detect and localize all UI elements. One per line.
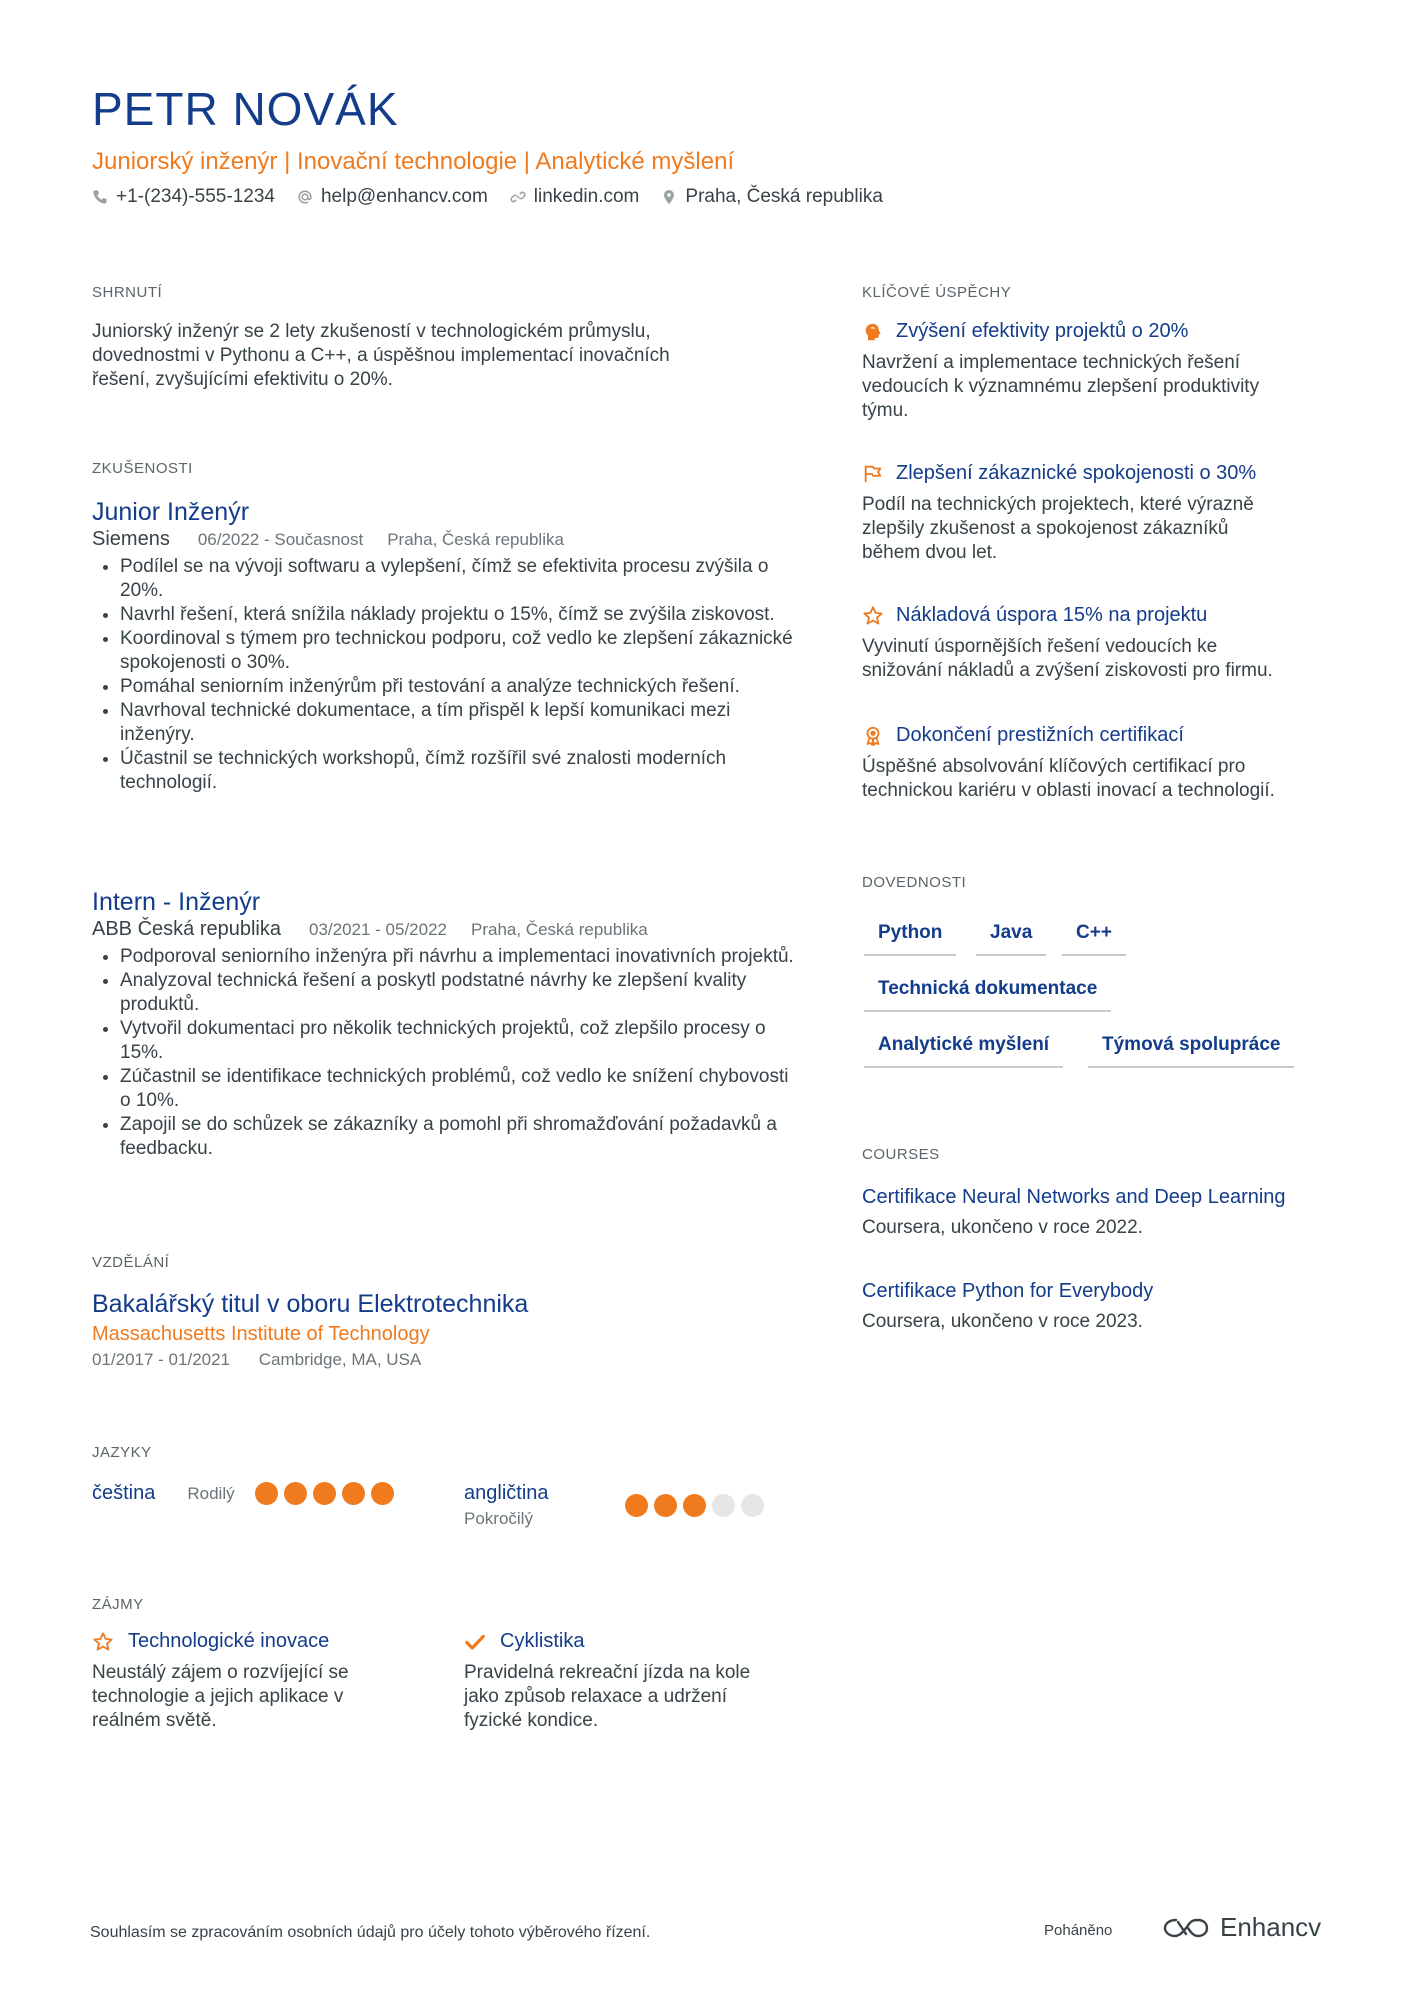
achievement-line: týmu. bbox=[862, 400, 909, 421]
achievement-title: Zvýšení efektivity projektů o 20% bbox=[896, 320, 1189, 342]
achievement-title: Dokončení prestižních certifikací bbox=[896, 724, 1184, 746]
location-pin-icon bbox=[661, 189, 677, 205]
edu-school: Massachusetts Institute of Technology bbox=[92, 1323, 430, 1345]
bullet-item: • Podporoval seniorního inženýra při návrhu a implementaci inovativních projektů. bbox=[120, 945, 800, 969]
summary-text bbox=[92, 320, 772, 392]
bullet-item: • Vytvořil dokumentaci pro několik technických projektů, což zlepšilo procesy o 15%. bbox=[120, 1017, 800, 1065]
skills-heading: DOVEDNOSTI bbox=[862, 874, 967, 891]
achievement-desc bbox=[862, 635, 1322, 683]
course-item bbox=[862, 1186, 1342, 1239]
job-dates: 03/2021 - 05/2022 bbox=[308, 920, 447, 939]
bullet-item: • Zúčastnil se identifikace technických problémů, což vedlo ke snížení chybovosti o 10%. bbox=[120, 1065, 800, 1113]
summary-line: řešení, zvyšujícími efektivitu o 20%. bbox=[92, 369, 393, 390]
headline: Juniorský inženýr | Inovační technologie | Analytické myšlení bbox=[92, 148, 735, 175]
achievement-line: zlepšily zkušenost a spokojenost zákazníků bbox=[862, 518, 1229, 539]
job-location: Praha, Česká republika bbox=[471, 920, 648, 939]
achievement-line: technickou kariéru v oblasti inovací a technologií. bbox=[862, 780, 1275, 801]
interest-line: jako způsob relaxace a udržení bbox=[464, 1686, 727, 1707]
course-item bbox=[862, 1280, 1342, 1333]
job-meta bbox=[92, 528, 792, 551]
job-bullets bbox=[92, 945, 800, 1161]
job-location: Praha, Česká republika bbox=[387, 530, 564, 549]
interest-desc bbox=[92, 1661, 422, 1733]
job-company: Siemens bbox=[92, 528, 170, 550]
enhancv-logo-icon bbox=[1162, 1913, 1212, 1943]
job-dates: 06/2022 - Současnost bbox=[197, 530, 364, 549]
achievement-title: Nákladová úspora 15% na projektu bbox=[896, 604, 1208, 626]
interest-title: Cyklistika bbox=[500, 1630, 585, 1652]
link-icon bbox=[510, 189, 526, 205]
languages-heading: JAZYKY bbox=[92, 1444, 152, 1461]
language-rating bbox=[625, 1494, 770, 1517]
email-text[interactable]: help@enhancv.com bbox=[320, 186, 488, 207]
achievement-item bbox=[862, 604, 1322, 683]
powered-by-text: Poháněno bbox=[1044, 1922, 1113, 1939]
course-sub: Coursera, ukončeno v roce 2023. bbox=[862, 1311, 1143, 1332]
location-text: Praha, Česká republika bbox=[685, 186, 883, 207]
experience-heading: ZKUŠENOSTI bbox=[92, 460, 193, 477]
language-item bbox=[92, 1482, 400, 1505]
achievement-desc bbox=[862, 755, 1322, 803]
course-title: Certifikace Neural Networks and Deep Learning bbox=[862, 1186, 1286, 1208]
rating-dot-filled bbox=[313, 1482, 336, 1505]
job-title: Junior Inženýr bbox=[92, 498, 250, 526]
rating-dot-filled bbox=[683, 1494, 706, 1517]
rating-dot-filled bbox=[255, 1482, 278, 1505]
skill-tag: Python bbox=[864, 922, 956, 956]
star-icon bbox=[862, 605, 884, 627]
summary-line: Juniorský inženýr se 2 lety zkušeností v technologickém průmyslu, bbox=[92, 321, 651, 342]
rating-dot-empty bbox=[741, 1494, 764, 1517]
edu-location: Cambridge, MA, USA bbox=[258, 1350, 422, 1369]
rating-dot-filled bbox=[654, 1494, 677, 1517]
edu-meta bbox=[92, 1350, 528, 1370]
phone-text: +1-(234)-555-1234 bbox=[116, 186, 275, 207]
skill-tag: Java bbox=[976, 922, 1046, 956]
language-level: Pokročilý bbox=[464, 1509, 533, 1528]
experience-entry bbox=[92, 886, 792, 1161]
summary-line: dovednostmi v Pythonu a C++, a úspěšnou implementací inovačních bbox=[92, 345, 670, 366]
contact-email[interactable] bbox=[297, 186, 488, 208]
achievement-line: Vyvinutí úspornějších řešení vedoucích ke bbox=[862, 636, 1218, 657]
rating-dot-filled bbox=[371, 1482, 394, 1505]
enhancv-logo[interactable] bbox=[1162, 1912, 1321, 1943]
skill-tag: C++ bbox=[1062, 922, 1126, 956]
at-icon bbox=[297, 189, 313, 205]
flag-icon bbox=[862, 463, 884, 485]
language-name: angličtina bbox=[464, 1482, 549, 1504]
contact-location bbox=[661, 186, 883, 208]
bullet-item: • Koordinoval s týmem pro technickou podporu, což vedlo ke zlepšení zákaznické spokojenosti o 30%. bbox=[120, 627, 810, 675]
interests-heading: ZÁJMY bbox=[92, 1596, 144, 1613]
consent-text: Souhlasím se zpracováním osobních údajů pro účely tohoto výběrového řízení. bbox=[90, 1924, 651, 1941]
phone-icon bbox=[92, 189, 108, 205]
edu-degree: Bakalářský titul v oboru Elektrotechnika bbox=[92, 1290, 529, 1318]
job-company: ABB Česká republika bbox=[92, 918, 281, 940]
achievement-line: vedoucích k významnému zlepšení produktivity bbox=[862, 376, 1260, 397]
candidate-name: PETR NOVÁK bbox=[92, 83, 399, 135]
language-rating bbox=[255, 1482, 400, 1505]
skill-tag: Technická dokumentace bbox=[864, 978, 1111, 1012]
achievement-item bbox=[862, 320, 1322, 423]
language-name: čeština bbox=[92, 1482, 156, 1504]
interest-line: reálném světě. bbox=[92, 1710, 217, 1731]
contact-phone bbox=[92, 186, 275, 208]
award-icon bbox=[862, 725, 884, 747]
star-icon bbox=[92, 1631, 114, 1653]
bullet-item: • Navrhoval technické dokumentace, a tím přispěl k lepší komunikaci mezi inženýry. bbox=[120, 699, 810, 747]
interest-line: technologie a jejich aplikace v bbox=[92, 1686, 344, 1707]
language-level: Rodilý bbox=[187, 1483, 235, 1503]
skill-tag: Týmová spolupráce bbox=[1088, 1034, 1294, 1068]
achievement-line: Navržení a implementace technických řešení bbox=[862, 352, 1241, 373]
experience-entry bbox=[92, 496, 792, 795]
achievement-item bbox=[862, 724, 1322, 803]
achievements-heading: KLÍČOVÉ ÚSPĚCHY bbox=[862, 284, 1012, 301]
job-meta bbox=[92, 918, 792, 941]
achievement-item bbox=[862, 462, 1322, 565]
rating-dot-filled bbox=[284, 1482, 307, 1505]
rating-dot-empty bbox=[712, 1494, 735, 1517]
bullet-item: • Analyzoval technická řešení a poskytl podstatné návrhy ke zlepšení kvality produktů. bbox=[120, 969, 800, 1017]
linkedin-text[interactable]: linkedin.com bbox=[533, 186, 640, 207]
check-icon bbox=[464, 1631, 486, 1653]
interest-desc bbox=[464, 1661, 794, 1733]
rating-dot-filled bbox=[342, 1482, 365, 1505]
achievement-line: během dvou let. bbox=[862, 542, 998, 563]
skill-tag: Analytické myšlení bbox=[864, 1034, 1063, 1068]
bullet-item: • Pomáhal seniorním inženýrům při testování a analýze technických řešení. bbox=[120, 675, 810, 699]
course-title: Certifikace Python for Everybody bbox=[862, 1280, 1154, 1302]
bullet-item: • Podílel se na vývoji softwaru a vylepšení, čímž se efektivita procesu zvýšila o 20%. bbox=[120, 555, 810, 603]
courses-heading: COURSES bbox=[862, 1146, 940, 1163]
bullet-item: • Účastnil se technických workshopů, čímž rozšířil své znalosti moderních technologií. bbox=[120, 747, 810, 795]
contact-linkedin[interactable] bbox=[510, 186, 640, 208]
summary-heading: SHRNUTÍ bbox=[92, 284, 163, 301]
interest-line: Pravidelná rekreační jízda na kole bbox=[464, 1662, 751, 1683]
interest-item bbox=[464, 1630, 794, 1733]
interest-item bbox=[92, 1630, 422, 1733]
brain-icon bbox=[862, 321, 884, 343]
achievement-desc bbox=[862, 493, 1322, 565]
course-sub: Coursera, ukončeno v roce 2022. bbox=[862, 1217, 1143, 1238]
education-heading: VZDĚLÁNÍ bbox=[92, 1254, 170, 1271]
achievement-line: Podíl na technických projektech, které výrazně bbox=[862, 494, 1254, 515]
achievement-desc bbox=[862, 351, 1322, 423]
contact-bar bbox=[92, 186, 905, 208]
achievement-line: Úspěšné absolvování klíčových certifikací pro bbox=[862, 756, 1246, 777]
interest-title: Technologické inovace bbox=[128, 1630, 330, 1652]
job-bullets bbox=[92, 555, 810, 795]
rating-dot-filled bbox=[625, 1494, 648, 1517]
achievement-title: Zlepšení zákaznické spokojenosti o 30% bbox=[896, 462, 1257, 484]
interest-line: Neustálý zájem o rozvíjející se bbox=[92, 1662, 349, 1683]
bullet-item: • Navrhl řešení, která snížila náklady projektu o 15%, čímž se zvýšila ziskovost. bbox=[120, 603, 810, 627]
bullet-item: • Zapojil se do schůzek se zákazníky a pomohl při shromažďování požadavků a feedbacku. bbox=[120, 1113, 800, 1161]
enhancv-brand: Enhancv bbox=[1220, 1912, 1322, 1942]
job-title: Intern - Inženýr bbox=[92, 888, 261, 916]
interest-line: fyzické kondice. bbox=[464, 1710, 599, 1731]
education-entry bbox=[92, 1290, 528, 1370]
language-item bbox=[464, 1482, 770, 1529]
edu-dates: 01/2017 - 01/2021 bbox=[92, 1350, 231, 1369]
achievement-line: snižování nákladů a zvýšení ziskovosti pro firmu. bbox=[862, 660, 1273, 681]
